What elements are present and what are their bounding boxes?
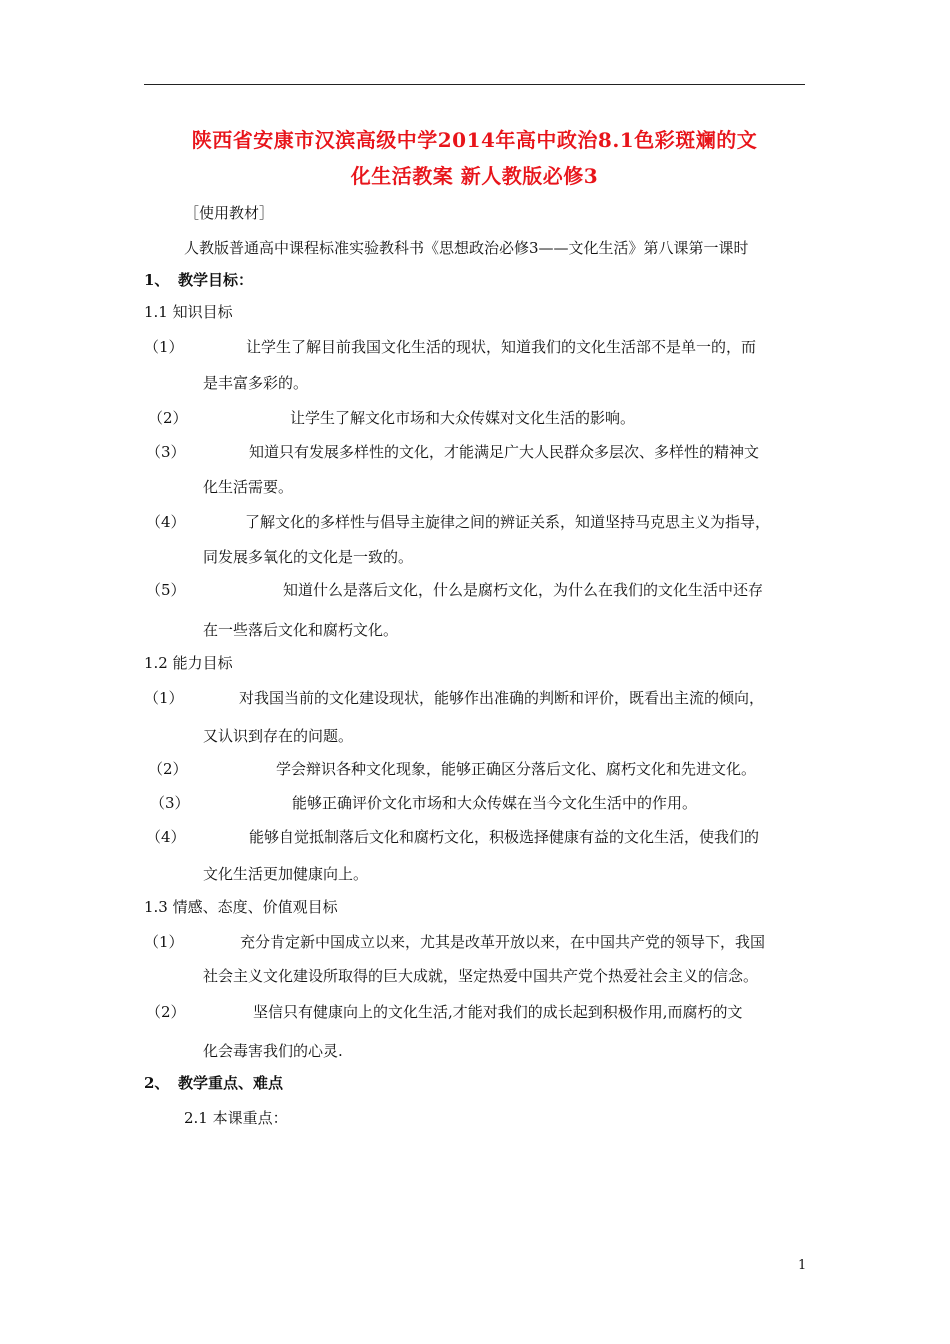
- textbook-content: 人教版普通高中课程标准实验教科书《思想政治必修3——文化生活》第八课第一课时: [184, 239, 749, 257]
- item-text: 让学生了解文化市场和大众传媒对文化生活的影响。: [290, 409, 636, 427]
- item-num: （1）: [144, 689, 184, 707]
- item-num: （4）: [146, 513, 186, 531]
- section1-2-title: 1.2 能力目标: [144, 654, 233, 672]
- item-text: 知道什么是落后文化，什么是腐朽文化，为什么在我们的文化生活中还存: [283, 581, 764, 599]
- item-text-continued: 是丰富多彩的。: [203, 374, 309, 392]
- section2-1-title: 2.1 本课重点：: [184, 1109, 288, 1127]
- page-number: 1: [798, 1258, 807, 1273]
- item-num: （3）: [146, 443, 186, 461]
- item-num: （1）: [144, 933, 184, 951]
- item-text: 能够正确评价文化市场和大众传媒在当今文化生活中的作用。: [292, 794, 698, 812]
- section2-title: 教学重点、难点: [178, 1074, 284, 1092]
- section2-num: 2、: [144, 1074, 170, 1092]
- item-text: 对我国当前的文化建设现状，能够作出准确的判断和评价，既看出主流的倾向，: [239, 689, 765, 707]
- document-title-line2: 化生活教案 新人教版必修3: [350, 164, 599, 188]
- item-text: 让学生了解目前我国文化生活的现状，知道我们的文化生活部不是单一的，而: [246, 338, 757, 356]
- item-text: 坚信只有健康向上的文化生活,才能对我们的成长起到积极作用,而腐朽的文: [253, 1003, 743, 1021]
- document-title-line1: 陕西省安康市汉滨高级中学2014年高中政治8.1色彩斑斓的文: [191, 128, 758, 152]
- item-num: （3）: [150, 794, 190, 812]
- item-num: （2）: [146, 1003, 186, 1021]
- item-text: 充分肯定新中国成立以来，尤其是改革开放以来，在中国共产党的领导下，我国: [240, 933, 766, 951]
- item-text-continued: 又认识到存在的问题。: [203, 727, 354, 745]
- item-text-continued: 在一些落后文化和腐朽文化。: [203, 621, 399, 639]
- item-num: （1）: [144, 338, 184, 356]
- textbook-heading: ［使用教材］: [184, 204, 275, 222]
- section1-title: 教学目标：: [178, 271, 254, 289]
- item-text-continued: 化生活需要。: [203, 478, 294, 496]
- item-text: 能够自觉抵制落后文化和腐朽文化，积极选择健康有益的文化生活，使我们的: [249, 828, 760, 846]
- section1-3-title: 1.3 情感、态度、价值观目标: [144, 898, 338, 916]
- section1-num: 1、: [144, 271, 170, 289]
- item-num: （2）: [148, 760, 188, 778]
- item-num: （2）: [148, 409, 188, 427]
- section1-1-title: 1.1 知识目标: [144, 303, 233, 321]
- header-rule: [144, 84, 805, 85]
- item-text-continued: 文化生活更加健康向上。: [203, 865, 369, 883]
- item-text: 学会辩识各种文化现象，能够正确区分落后文化、腐朽文化和先进文化。: [276, 760, 757, 778]
- item-num: （5）: [146, 581, 186, 599]
- item-text: 了解文化的多样性与倡导主旋律之间的辨证关系，知道坚持马克思主义为指导，: [245, 513, 771, 531]
- item-num: （4）: [146, 828, 186, 846]
- item-text: 知道只有发展多样性的文化，才能满足广大人民群众多层次、多样性的精神文: [249, 443, 760, 461]
- item-text-continued: 同发展多氧化的文化是一致的。: [203, 548, 414, 566]
- item-text-continued: 社会主义文化建设所取得的巨大成就，坚定热爱中国共产党个热爱社会主义的信念。: [203, 967, 759, 985]
- item-text-continued: 化会毒害我们的心灵.: [203, 1042, 343, 1060]
